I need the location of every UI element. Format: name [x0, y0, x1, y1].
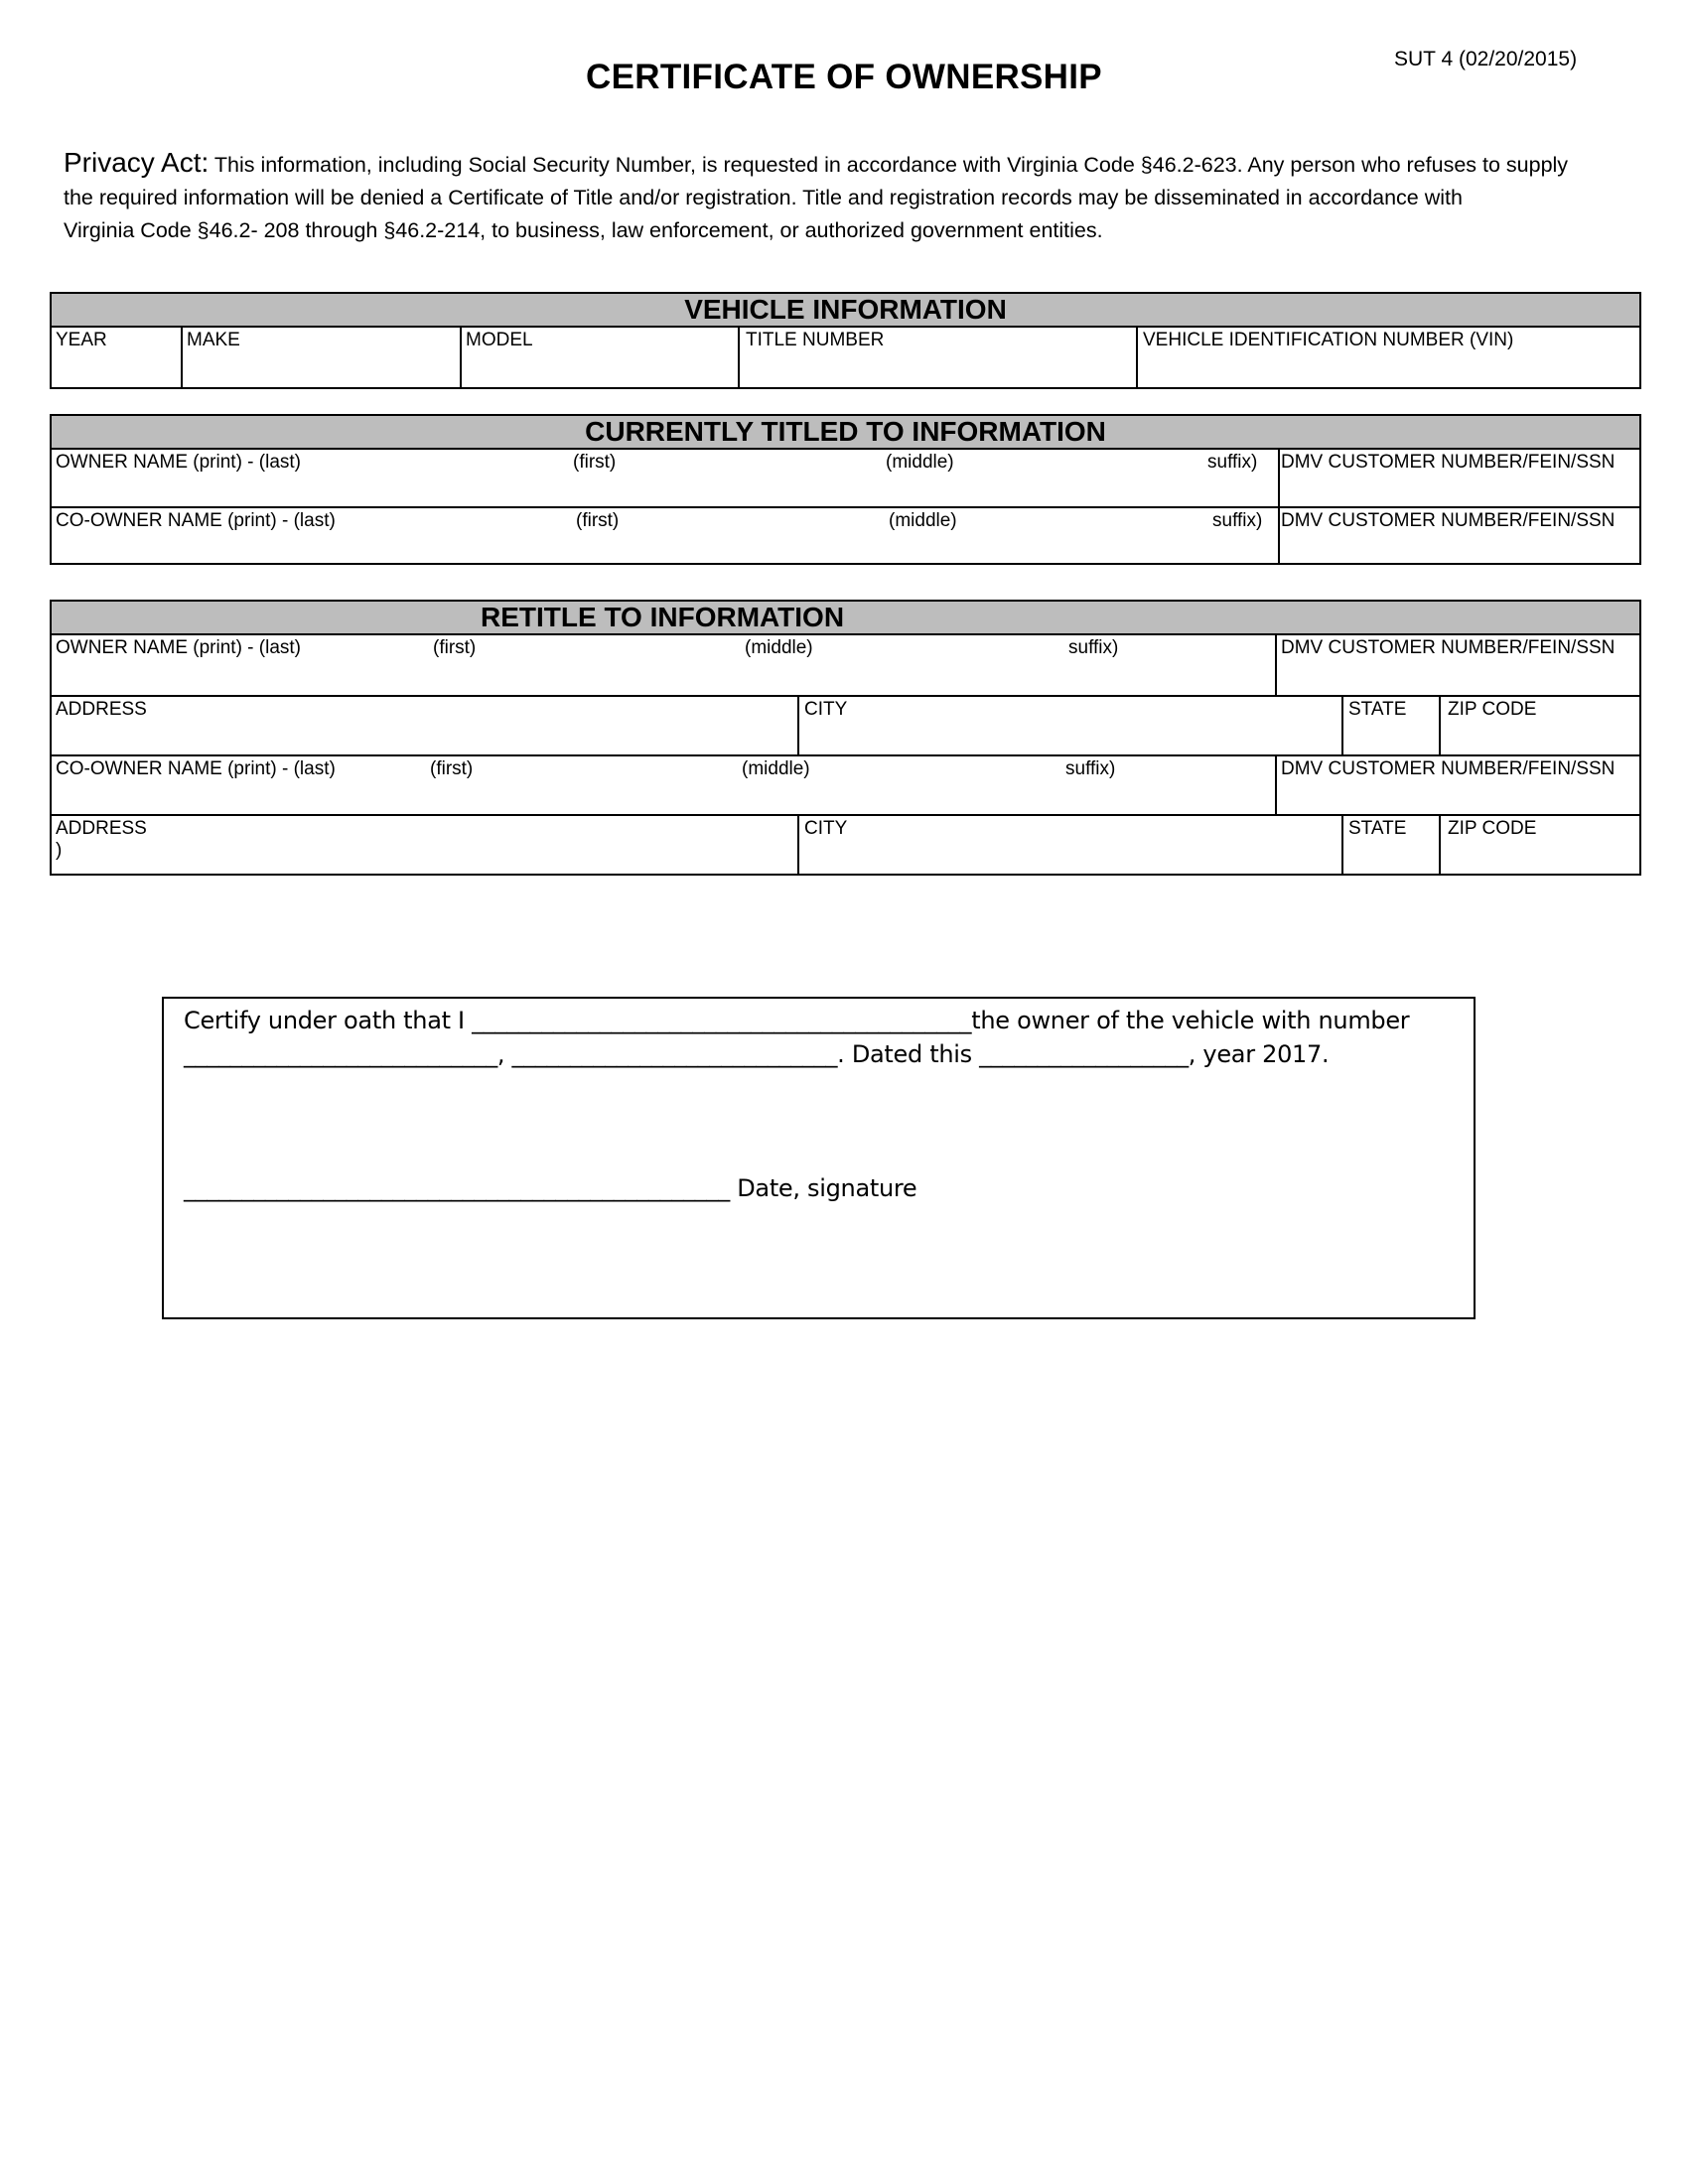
- first-label: (first): [433, 637, 477, 658]
- field-label: ZIP CODE: [1448, 699, 1537, 720]
- address-field[interactable]: [52, 697, 797, 754]
- zip-code-field[interactable]: [1439, 816, 1639, 874]
- retitle-owner-name-field[interactable]: [52, 635, 1275, 695]
- field-label: DMV CUSTOMER NUMBER/FEIN/SSN: [1281, 452, 1616, 473]
- owner-row: [52, 450, 1639, 506]
- privacy-act-lead: Privacy Act:: [64, 147, 210, 178]
- section-heading: CURRENTLY TITLED TO INFORMATION: [52, 416, 1639, 450]
- first-label: (first): [430, 758, 474, 779]
- field-label: OWNER NAME (print) - (last): [56, 637, 301, 658]
- zip-code-field[interactable]: [1439, 697, 1639, 754]
- privacy-act-notice: [64, 146, 1652, 247]
- signature-line[interactable]: _______________________________________________ Date, signature: [184, 1174, 917, 1202]
- first-label: (first): [576, 510, 620, 531]
- field-label: DMV CUSTOMER NUMBER/FEIN/SSN: [1281, 637, 1616, 658]
- retitle-coowner-name-field[interactable]: [52, 756, 1275, 814]
- oath-line-1[interactable]: Certify under oath that I ___________________________________________the owner of the vehicle with number: [184, 1007, 1410, 1034]
- vehicle-fields-row: [52, 328, 1639, 387]
- oath-line-2[interactable]: ___________________________, ____________________________. Dated this __________________, year 2017.: [184, 1040, 1330, 1068]
- field-label: ZIP CODE: [1448, 818, 1537, 839]
- year-field[interactable]: [52, 328, 181, 387]
- field-label: STATE: [1348, 818, 1407, 839]
- field-label: CITY: [804, 818, 848, 839]
- retitle-coowner-address-row: [52, 814, 1639, 874]
- middle-label: (middle): [889, 510, 957, 531]
- section-heading: RETITLE TO INFORMATION: [52, 602, 1639, 635]
- field-label: TITLE NUMBER: [746, 330, 885, 350]
- state-field[interactable]: [1341, 816, 1439, 874]
- model-field[interactable]: [460, 328, 738, 387]
- middle-label: (middle): [745, 637, 813, 658]
- middle-label: (middle): [886, 452, 954, 473]
- middle-label: (middle): [742, 758, 810, 779]
- coowner-name-field[interactable]: [52, 508, 1278, 563]
- field-label: MAKE: [187, 330, 240, 350]
- suffix-label: suffix): [1065, 758, 1116, 779]
- make-field[interactable]: [181, 328, 460, 387]
- retitle-section: [50, 600, 1641, 876]
- page-title: CERTIFICATE OF OWNERSHIP: [586, 58, 1102, 96]
- retitle-coowner-row: [52, 754, 1639, 814]
- field-label: ADDRESS: [56, 818, 147, 839]
- address-field[interactable]: [52, 816, 797, 874]
- city-field[interactable]: [797, 697, 1341, 754]
- state-field[interactable]: [1341, 697, 1439, 754]
- privacy-line-1: This information, including Social Security Number, is requested in accordance with Virginia Code §46.2-623. Any person who refuses to supply: [209, 153, 1569, 177]
- suffix-label: suffix): [1068, 637, 1119, 658]
- field-label: CO-OWNER NAME (print) - (last): [56, 510, 336, 531]
- vin-field[interactable]: [1136, 328, 1639, 387]
- retitle-coowner-dmv-number-field[interactable]: [1275, 756, 1639, 814]
- retitle-owner-dmv-number-field[interactable]: [1275, 635, 1639, 695]
- form-code: SUT 4 (02/20/2015): [1394, 48, 1578, 70]
- title-number-field[interactable]: [738, 328, 1136, 387]
- field-label: STATE: [1348, 699, 1407, 720]
- field-label: CO-OWNER NAME (print) - (last): [56, 758, 336, 779]
- city-field[interactable]: [797, 816, 1341, 874]
- currently-titled-section: [50, 414, 1641, 565]
- section-heading: VEHICLE INFORMATION: [52, 294, 1639, 328]
- retitle-owner-row: [52, 635, 1639, 695]
- field-label: YEAR: [56, 330, 107, 350]
- suffix-label: suffix): [1207, 452, 1258, 473]
- field-label: ADDRESS: [56, 699, 147, 720]
- field-stray-mark: ): [56, 840, 63, 861]
- field-label: CITY: [804, 699, 848, 720]
- field-label: DMV CUSTOMER NUMBER/FEIN/SSN: [1281, 510, 1616, 531]
- owner-dmv-number-field[interactable]: [1278, 450, 1639, 506]
- field-label: VEHICLE IDENTIFICATION NUMBER (VIN): [1143, 330, 1514, 350]
- owner-name-field[interactable]: [52, 450, 1278, 506]
- first-label: (first): [573, 452, 617, 473]
- privacy-line-2: the required information will be denied a Certificate of Title and/or registration. Title and registration records may be disseminated in accordance with: [64, 186, 1463, 209]
- retitle-owner-address-row: [52, 695, 1639, 754]
- field-label: DMV CUSTOMER NUMBER/FEIN/SSN: [1281, 758, 1616, 779]
- privacy-line-3: Virginia Code §46.2- 208 through §46.2-214, to business, law enforcement, or authorized government entities.: [64, 218, 1103, 242]
- vehicle-information-section: [50, 292, 1641, 389]
- field-label: OWNER NAME (print) - (last): [56, 452, 301, 473]
- coowner-row: [52, 506, 1639, 563]
- field-label: MODEL: [466, 330, 533, 350]
- oath-certification-box: [162, 997, 1476, 1319]
- suffix-label: suffix): [1212, 510, 1263, 531]
- coowner-dmv-number-field[interactable]: [1278, 508, 1639, 563]
